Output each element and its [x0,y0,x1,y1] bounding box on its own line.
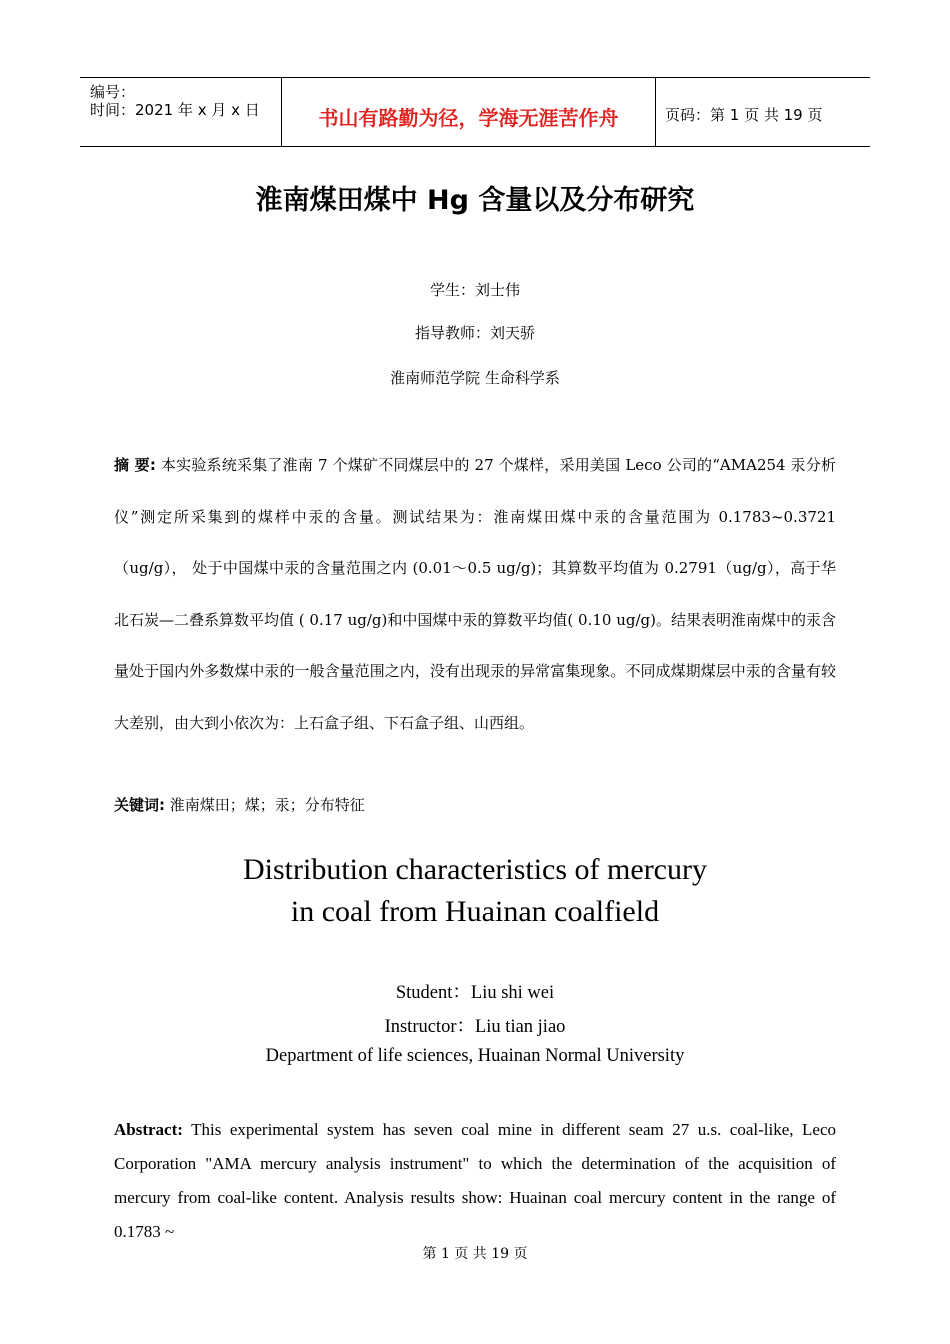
keywords-cn-label: 关键词: [114,796,165,814]
document-number-label: 编号： [90,83,136,101]
english-title-line1: Distribution characteristics of mercury [242,853,707,886]
abstract-en-text: This experimental system has seven coal mine in different seam 27 u.s. coal-like, Leco Corporation "AMA mercury analysis instrument" to which the determination of the acquisition of mercury from coal-like content. Analysis results show: Huainan coal mercury content in the range of 0.1783 ~ [114,1120,836,1241]
english-title-line2: in coal from Huainan coalfield [290,895,660,928]
student-cn: 学生：刘士伟 [429,281,520,299]
instructor-en: Instructor：Liu tian jiao [384,1017,566,1037]
header-info-cell [80,78,281,146]
instructor-cn: 指导教师：刘天骄 [414,324,535,342]
header-motto-cell [281,78,656,146]
document-header [80,77,870,147]
abstract-en [114,1113,836,1249]
department-en: Department of life sciences, Huainan Normal University [265,1046,685,1066]
header-page-cell [655,78,870,146]
header-page-number: 页码：第 1 页 共 19 页 [665,106,823,124]
abstract-en-label: Abstract: [114,1120,183,1139]
keywords-cn-text: 淮南煤田；煤；汞；分布特征 [165,796,365,814]
header-motto: 书山有路勤为径，学海无涯苦作舟 [318,106,619,130]
abstract-cn [114,440,836,749]
document-time: 时间：2021 年 x 月 x 日 [90,101,260,119]
page-footer: 第 1 页 共 19 页 [422,1246,528,1262]
keywords-cn [114,794,836,815]
abstract-cn-label: 摘 要: [114,456,156,474]
abstract-cn-text: 本实验系统采集了淮南 7 个煤矿不同煤层中的 27 个煤样，采用美国 Leco 公司的“AMA254 汞分析仪”测定所采集到的煤样中汞的含量。测试结果为：淮南煤田煤中汞的含量范围为 0.1783~0.3721（ug/g）， 处于中国煤中汞的含量范围之内 (0.01～0.5 ug/g)；其算数平均值为 0.2791（ug/g），高于华北石炭—二叠系算数平均值 ( 0.17 ug/g)和中国煤中汞的算数平均值( 0.10 ug/g)。结果表明淮南煤中的汞含量处于国内外多数煤中汞的一般含量范围之内，没有出现汞的异常富集现象。不同成煤期煤层中汞的含量有较大差别，由大到小依次为：上石盒子组、下石盒子组、山西组。 [114,456,836,732]
student-en: Student：Liu shi wei [395,983,555,1003]
chinese-title: 淮南煤田煤中 Hg 含量以及分布研究 [255,185,695,216]
department-cn: 淮南师范学院 生命科学系 [390,369,560,387]
